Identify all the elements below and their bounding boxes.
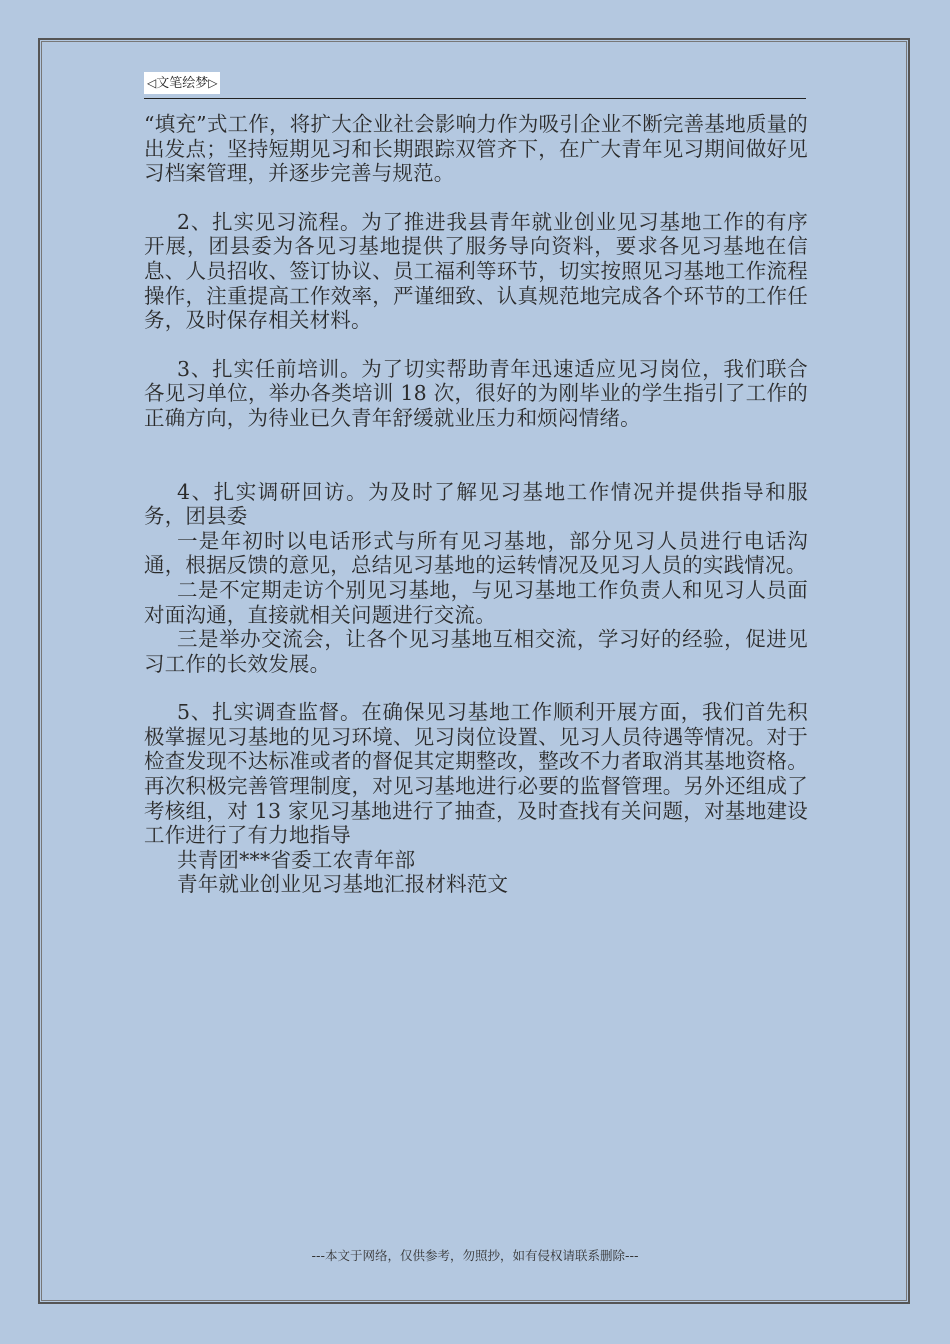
signature-org: 共青团***省委工农青年部 <box>177 847 416 872</box>
paragraph-continuation: “填充”式工作，将扩大企业社会影响力作为吸引企业不断完善基地质量的出发点；坚持短期见习和长期跟踪双管齐下，在广大青年见习期间做好见习档案管理，并逐步完善与规范。 <box>144 112 808 186</box>
triangle-right-icon: ▷ <box>208 76 218 90</box>
triangle-left-icon: ◁ <box>147 76 157 90</box>
paragraph-item-2: 2、扎实见习流程。为了推进我县青年就业创业见习基地工作的有序开展，团县委为各见习基地提供了服务导向资料，要求各见习基地在信息、人员招收、签订协议、员工福利等环节，切实按照见习基地工作流程操作，注重提高工作效率，严谨细致、认真规范地完成各个环节的工作任务，及时保存相关材料。 <box>144 209 808 333</box>
document-title-line: 青年就业创业见习基地汇报材料范文 <box>177 872 509 897</box>
paragraph-sub-2: 二是不定期走访个别见习基地，与见习基地工作负责人和见习人员面对面沟通，直接就相关问题进行交流。 <box>144 577 808 627</box>
spacer <box>144 431 808 480</box>
paragraph-sub-3: 三是举办交流会，让各个见习基地互相交流，学习好的经验，促进见习工作的长效发展。 <box>144 627 808 676</box>
logo <box>144 72 220 94</box>
paragraph-item-5: 5、扎实调查监督。在确保见习基地工作顺利开展方面，我们首先积极掌握见习基地的见习环境、见习岗位设置、见习人员待遇等情况。对于检查发现不达标准或者的督促其定期整改，整改不力者取消其基地资格。再次积极完善管理制度，对见习基地进行必要的监督管理。另外还组成了考核组，对 13 家见习基地进行了抽查，及时查找有关问题，对基地建设工作进行了有力地指导 <box>144 700 808 848</box>
paragraph-item-3: 3、扎实任前培训。为了切实帮助青年迅速适应见习岗位，我们联合各见习单位，举办各类培训 18 次，很好的为刚毕业的学生指引了工作的正确方向，为待业已久青年舒缓就业压力和烦闷情绪。 <box>144 356 808 430</box>
spacer <box>144 186 808 210</box>
spacer <box>144 676 808 700</box>
document-body <box>144 112 808 897</box>
paragraph-sub-1: 一是年初时以电话形式与所有见习基地，部分见习人员进行电话沟通，根据反馈的意见，总结见习基地的运转情况及见习人员的实践情况。 <box>144 528 808 578</box>
page-footer-note: ---本文于网络，仅供参考，勿照抄，如有侵权请联系删除--- <box>311 1248 639 1263</box>
spacer <box>144 333 808 357</box>
paragraph-item-4: 4、扎实调研回访。为及时了解见习基地工作情况并提供指导和服务，团县委 <box>144 479 808 529</box>
logo-text: 文笔绘梦 <box>156 76 209 91</box>
page-header <box>144 70 806 99</box>
